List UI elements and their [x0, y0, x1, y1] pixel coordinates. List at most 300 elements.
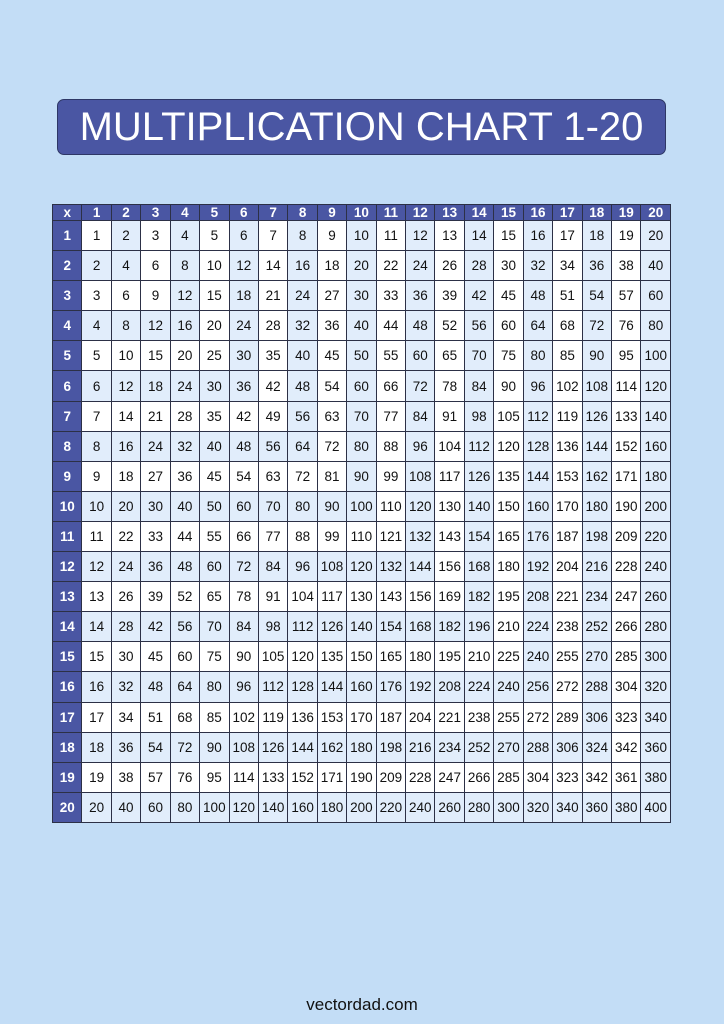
table-cell: 60	[200, 552, 229, 582]
table-cell: 100	[347, 491, 376, 521]
table-cell: 6	[111, 281, 140, 311]
table-cell: 132	[406, 521, 435, 551]
table-cell: 11	[82, 521, 111, 551]
table-cell: 104	[435, 431, 464, 461]
table-cell: 15	[82, 642, 111, 672]
table-cell: 8	[111, 311, 140, 341]
table-cell: 54	[229, 461, 258, 491]
table-cell: 80	[347, 431, 376, 461]
row-header: 4	[53, 311, 82, 341]
column-header: 17	[553, 205, 582, 221]
table-cell: 340	[553, 792, 582, 822]
table-cell: 120	[494, 431, 523, 461]
table-cell: 32	[170, 431, 199, 461]
table-cell: 224	[523, 612, 552, 642]
table-cell: 96	[406, 431, 435, 461]
table-cell: 200	[347, 792, 376, 822]
table-cell: 320	[641, 672, 671, 702]
table-cell: 72	[317, 431, 346, 461]
table-cell: 136	[553, 431, 582, 461]
column-header: 6	[229, 205, 258, 221]
column-header: 5	[200, 205, 229, 221]
table-cell: 80	[288, 491, 317, 521]
table-cell: 380	[641, 762, 671, 792]
table-cell: 91	[258, 582, 287, 612]
table-cell: 99	[376, 461, 405, 491]
table-cell: 120	[288, 642, 317, 672]
table-cell: 300	[494, 792, 523, 822]
table-cell: 180	[582, 491, 611, 521]
table-cell: 75	[494, 341, 523, 371]
table-cell: 70	[347, 401, 376, 431]
table-cell: 95	[200, 762, 229, 792]
table-cell: 126	[317, 612, 346, 642]
table-cell: 57	[141, 762, 170, 792]
table-row	[53, 461, 671, 491]
table-cell: 204	[406, 702, 435, 732]
table-cell: 88	[288, 521, 317, 551]
table-cell: 100	[200, 792, 229, 822]
table-cell: 360	[641, 732, 671, 762]
table-cell: 12	[111, 371, 140, 401]
table-cell: 75	[200, 642, 229, 672]
table-cell: 85	[553, 341, 582, 371]
table-cell: 288	[523, 732, 552, 762]
table-cell: 119	[553, 401, 582, 431]
table-cell: 255	[494, 702, 523, 732]
table-cell: 140	[641, 401, 671, 431]
table-cell: 288	[582, 672, 611, 702]
table-cell: 110	[376, 491, 405, 521]
table-cell: 98	[464, 401, 493, 431]
table-cell: 324	[582, 732, 611, 762]
table-cell: 192	[406, 672, 435, 702]
table-cell: 121	[376, 521, 405, 551]
table-cell: 84	[406, 401, 435, 431]
table-cell: 66	[376, 371, 405, 401]
table-cell: 1	[82, 221, 111, 251]
table-cell: 95	[612, 341, 641, 371]
row-header: 15	[53, 642, 82, 672]
table-cell: 209	[376, 762, 405, 792]
table-row	[53, 672, 671, 702]
column-header: 18	[582, 205, 611, 221]
table-cell: 81	[317, 461, 346, 491]
table-cell: 180	[406, 642, 435, 672]
table-cell: 176	[523, 521, 552, 551]
table-cell: 13	[435, 221, 464, 251]
table-cell: 96	[523, 371, 552, 401]
table-cell: 150	[347, 642, 376, 672]
table-cell: 56	[258, 431, 287, 461]
table-cell: 84	[258, 552, 287, 582]
table-row	[53, 221, 671, 251]
table-cell: 16	[82, 672, 111, 702]
table-cell: 126	[464, 461, 493, 491]
table-cell: 68	[170, 702, 199, 732]
table-cell: 60	[494, 311, 523, 341]
multiplication-table	[52, 204, 671, 823]
table-cell: 4	[82, 311, 111, 341]
page-title: MULTIPLICATION CHART 1-20	[79, 104, 644, 149]
table-cell: 40	[641, 251, 671, 281]
table-cell: 132	[376, 552, 405, 582]
footer-site-label: vectordad.com	[306, 995, 418, 1014]
table-cell: 42	[141, 612, 170, 642]
table-cell: 72	[229, 552, 258, 582]
table-cell: 70	[464, 341, 493, 371]
table-cell: 45	[494, 281, 523, 311]
table-cell: 133	[258, 762, 287, 792]
header-row	[53, 205, 671, 221]
table-cell: 256	[523, 672, 552, 702]
table-cell: 44	[376, 311, 405, 341]
table-row	[53, 792, 671, 822]
table-cell: 21	[258, 281, 287, 311]
table-cell: 144	[406, 552, 435, 582]
table-cell: 40	[347, 311, 376, 341]
table-cell: 209	[612, 521, 641, 551]
table-cell: 72	[288, 461, 317, 491]
table-cell: 216	[582, 552, 611, 582]
table-cell: 210	[464, 642, 493, 672]
table-row	[53, 762, 671, 792]
table-cell: 112	[523, 401, 552, 431]
table-cell: 247	[612, 582, 641, 612]
table-cell: 7	[258, 221, 287, 251]
table-cell: 48	[288, 371, 317, 401]
table-cell: 9	[82, 461, 111, 491]
table-cell: 33	[141, 521, 170, 551]
row-header: 3	[53, 281, 82, 311]
table-cell: 198	[582, 521, 611, 551]
table-cell: 40	[170, 491, 199, 521]
table-cell: 24	[288, 281, 317, 311]
table-cell: 238	[553, 612, 582, 642]
table-cell: 55	[200, 521, 229, 551]
table-cell: 40	[288, 341, 317, 371]
table-cell: 272	[523, 702, 552, 732]
table-cell: 48	[141, 672, 170, 702]
table-cell: 228	[406, 762, 435, 792]
table-cell: 35	[258, 341, 287, 371]
table-body	[53, 221, 671, 823]
table-cell: 39	[435, 281, 464, 311]
table-cell: 36	[141, 552, 170, 582]
table-cell: 342	[582, 762, 611, 792]
table-cell: 24	[406, 251, 435, 281]
table-cell: 11	[376, 221, 405, 251]
table-cell: 100	[641, 341, 671, 371]
column-header: 10	[347, 205, 376, 221]
table-cell: 220	[641, 521, 671, 551]
table-cell: 234	[582, 582, 611, 612]
row-header: 19	[53, 762, 82, 792]
table-cell: 187	[376, 702, 405, 732]
table-row	[53, 702, 671, 732]
table-cell: 126	[258, 732, 287, 762]
table-cell: 90	[582, 341, 611, 371]
table-cell: 6	[141, 251, 170, 281]
table-cell: 28	[111, 612, 140, 642]
table-cell: 156	[435, 552, 464, 582]
table-cell: 65	[200, 582, 229, 612]
table-cell: 36	[111, 732, 140, 762]
table-cell: 80	[200, 672, 229, 702]
table-cell: 3	[141, 221, 170, 251]
table-cell: 160	[641, 431, 671, 461]
table-cell: 12	[229, 251, 258, 281]
table-cell: 60	[141, 792, 170, 822]
table-cell: 24	[170, 371, 199, 401]
table-cell: 45	[317, 341, 346, 371]
table-cell: 56	[288, 401, 317, 431]
table-cell: 260	[435, 792, 464, 822]
table-cell: 42	[464, 281, 493, 311]
table-cell: 180	[347, 732, 376, 762]
table-row	[53, 311, 671, 341]
table-cell: 300	[641, 642, 671, 672]
table-cell: 72	[406, 371, 435, 401]
column-header: 4	[170, 205, 199, 221]
table-cell: 84	[464, 371, 493, 401]
table-cell: 165	[376, 642, 405, 672]
table-cell: 14	[258, 251, 287, 281]
table-cell: 70	[200, 612, 229, 642]
table-cell: 30	[494, 251, 523, 281]
column-header: 7	[258, 205, 287, 221]
table-cell: 18	[111, 461, 140, 491]
table-cell: 140	[258, 792, 287, 822]
table-row	[53, 582, 671, 612]
table-cell: 221	[435, 702, 464, 732]
table-cell: 110	[347, 521, 376, 551]
table-cell: 36	[406, 281, 435, 311]
table-cell: 144	[288, 732, 317, 762]
table-cell: 140	[347, 612, 376, 642]
table-cell: 90	[347, 461, 376, 491]
table-cell: 32	[288, 311, 317, 341]
table-cell: 135	[317, 642, 346, 672]
table-cell: 200	[641, 491, 671, 521]
table-cell: 128	[523, 431, 552, 461]
table-cell: 60	[641, 281, 671, 311]
table-cell: 30	[229, 341, 258, 371]
table-cell: 252	[582, 612, 611, 642]
table-cell: 80	[170, 792, 199, 822]
table-cell: 156	[406, 582, 435, 612]
table-cell: 15	[141, 341, 170, 371]
table-cell: 272	[553, 672, 582, 702]
column-header: 12	[406, 205, 435, 221]
table-cell: 18	[582, 221, 611, 251]
table-cell: 240	[641, 552, 671, 582]
table-row	[53, 732, 671, 762]
table-cell: 234	[435, 732, 464, 762]
table-cell: 252	[464, 732, 493, 762]
corner-cell: x	[53, 205, 82, 221]
table-cell: 20	[170, 341, 199, 371]
table-cell: 28	[464, 251, 493, 281]
table-cell: 26	[435, 251, 464, 281]
table-cell: 180	[494, 552, 523, 582]
table-cell: 289	[553, 702, 582, 732]
table-cell: 266	[464, 762, 493, 792]
table-cell: 361	[612, 762, 641, 792]
table-cell: 120	[229, 792, 258, 822]
table-cell: 6	[82, 371, 111, 401]
table-cell: 102	[229, 702, 258, 732]
table-cell: 66	[229, 521, 258, 551]
row-header: 1	[53, 221, 82, 251]
table-cell: 20	[641, 221, 671, 251]
table-cell: 54	[141, 732, 170, 762]
table-cell: 280	[464, 792, 493, 822]
table-row	[53, 491, 671, 521]
table-cell: 126	[582, 401, 611, 431]
table-cell: 38	[612, 251, 641, 281]
column-header: 1	[82, 205, 111, 221]
table-cell: 285	[494, 762, 523, 792]
table-cell: 342	[612, 732, 641, 762]
table-cell: 240	[494, 672, 523, 702]
column-header: 13	[435, 205, 464, 221]
row-header: 17	[53, 702, 82, 732]
table-cell: 18	[229, 281, 258, 311]
table-cell: 160	[523, 491, 552, 521]
table-cell: 56	[464, 311, 493, 341]
table-cell: 168	[464, 552, 493, 582]
table-row	[53, 401, 671, 431]
table-cell: 42	[258, 371, 287, 401]
column-header: 8	[288, 205, 317, 221]
table-cell: 143	[376, 582, 405, 612]
table-cell: 270	[582, 642, 611, 672]
table-cell: 5	[200, 221, 229, 251]
table-cell: 128	[288, 672, 317, 702]
row-header: 11	[53, 521, 82, 551]
table-cell: 180	[317, 792, 346, 822]
table-cell: 28	[170, 401, 199, 431]
table-cell: 108	[317, 552, 346, 582]
table-cell: 105	[494, 401, 523, 431]
table-cell: 18	[141, 371, 170, 401]
table-cell: 60	[170, 642, 199, 672]
table-row	[53, 251, 671, 281]
table-cell: 16	[170, 311, 199, 341]
column-header: 14	[464, 205, 493, 221]
table-cell: 171	[612, 461, 641, 491]
table-cell: 72	[582, 311, 611, 341]
table-cell: 7	[82, 401, 111, 431]
table-cell: 24	[229, 311, 258, 341]
table-cell: 32	[523, 251, 552, 281]
table-cell: 77	[258, 521, 287, 551]
column-header: 15	[494, 205, 523, 221]
table-cell: 112	[258, 672, 287, 702]
table-cell: 162	[317, 732, 346, 762]
table-cell: 165	[494, 521, 523, 551]
table-cell: 17	[82, 702, 111, 732]
table-cell: 195	[435, 642, 464, 672]
table-cell: 152	[612, 431, 641, 461]
table-cell: 144	[523, 461, 552, 491]
table-cell: 187	[553, 521, 582, 551]
table-cell: 5	[82, 341, 111, 371]
table-cell: 108	[406, 461, 435, 491]
table-cell: 21	[141, 401, 170, 431]
table-cell: 76	[170, 762, 199, 792]
table-cell: 260	[641, 582, 671, 612]
table-cell: 65	[435, 341, 464, 371]
table-cell: 70	[258, 491, 287, 521]
table-cell: 22	[376, 251, 405, 281]
table-row	[53, 431, 671, 461]
table-cell: 196	[464, 612, 493, 642]
table-cell: 304	[612, 672, 641, 702]
column-header: 9	[317, 205, 346, 221]
table-cell: 48	[229, 431, 258, 461]
table-cell: 108	[582, 371, 611, 401]
table-cell: 42	[229, 401, 258, 431]
table-cell: 12	[170, 281, 199, 311]
table-cell: 20	[82, 792, 111, 822]
table-cell: 360	[582, 792, 611, 822]
table-cell: 50	[347, 341, 376, 371]
table-cell: 102	[553, 371, 582, 401]
table-row	[53, 371, 671, 401]
table-cell: 50	[200, 491, 229, 521]
table-cell: 13	[82, 582, 111, 612]
table-row	[53, 281, 671, 311]
table-cell: 60	[229, 491, 258, 521]
table-cell: 64	[523, 311, 552, 341]
table-cell: 48	[406, 311, 435, 341]
table-cell: 380	[612, 792, 641, 822]
table-cell: 117	[317, 582, 346, 612]
table-cell: 33	[376, 281, 405, 311]
table-cell: 18	[317, 251, 346, 281]
table-cell: 192	[523, 552, 552, 582]
table-cell: 144	[317, 672, 346, 702]
table-cell: 120	[347, 552, 376, 582]
table-cell: 36	[582, 251, 611, 281]
table-cell: 140	[464, 491, 493, 521]
table-cell: 14	[111, 401, 140, 431]
table-cell: 210	[494, 612, 523, 642]
column-header: 16	[523, 205, 552, 221]
table-cell: 340	[641, 702, 671, 732]
table-cell: 72	[170, 732, 199, 762]
table-cell: 45	[141, 642, 170, 672]
table-cell: 32	[111, 672, 140, 702]
row-header: 6	[53, 371, 82, 401]
row-header: 2	[53, 251, 82, 281]
row-header: 18	[53, 732, 82, 762]
table-cell: 15	[494, 221, 523, 251]
table-cell: 170	[347, 702, 376, 732]
table-cell: 18	[82, 732, 111, 762]
table-cell: 160	[347, 672, 376, 702]
table-cell: 216	[406, 732, 435, 762]
table-cell: 9	[141, 281, 170, 311]
table-cell: 306	[553, 732, 582, 762]
table-cell: 170	[553, 491, 582, 521]
table-cell: 24	[141, 431, 170, 461]
table-cell: 78	[435, 371, 464, 401]
table-cell: 26	[111, 582, 140, 612]
table-cell: 220	[376, 792, 405, 822]
